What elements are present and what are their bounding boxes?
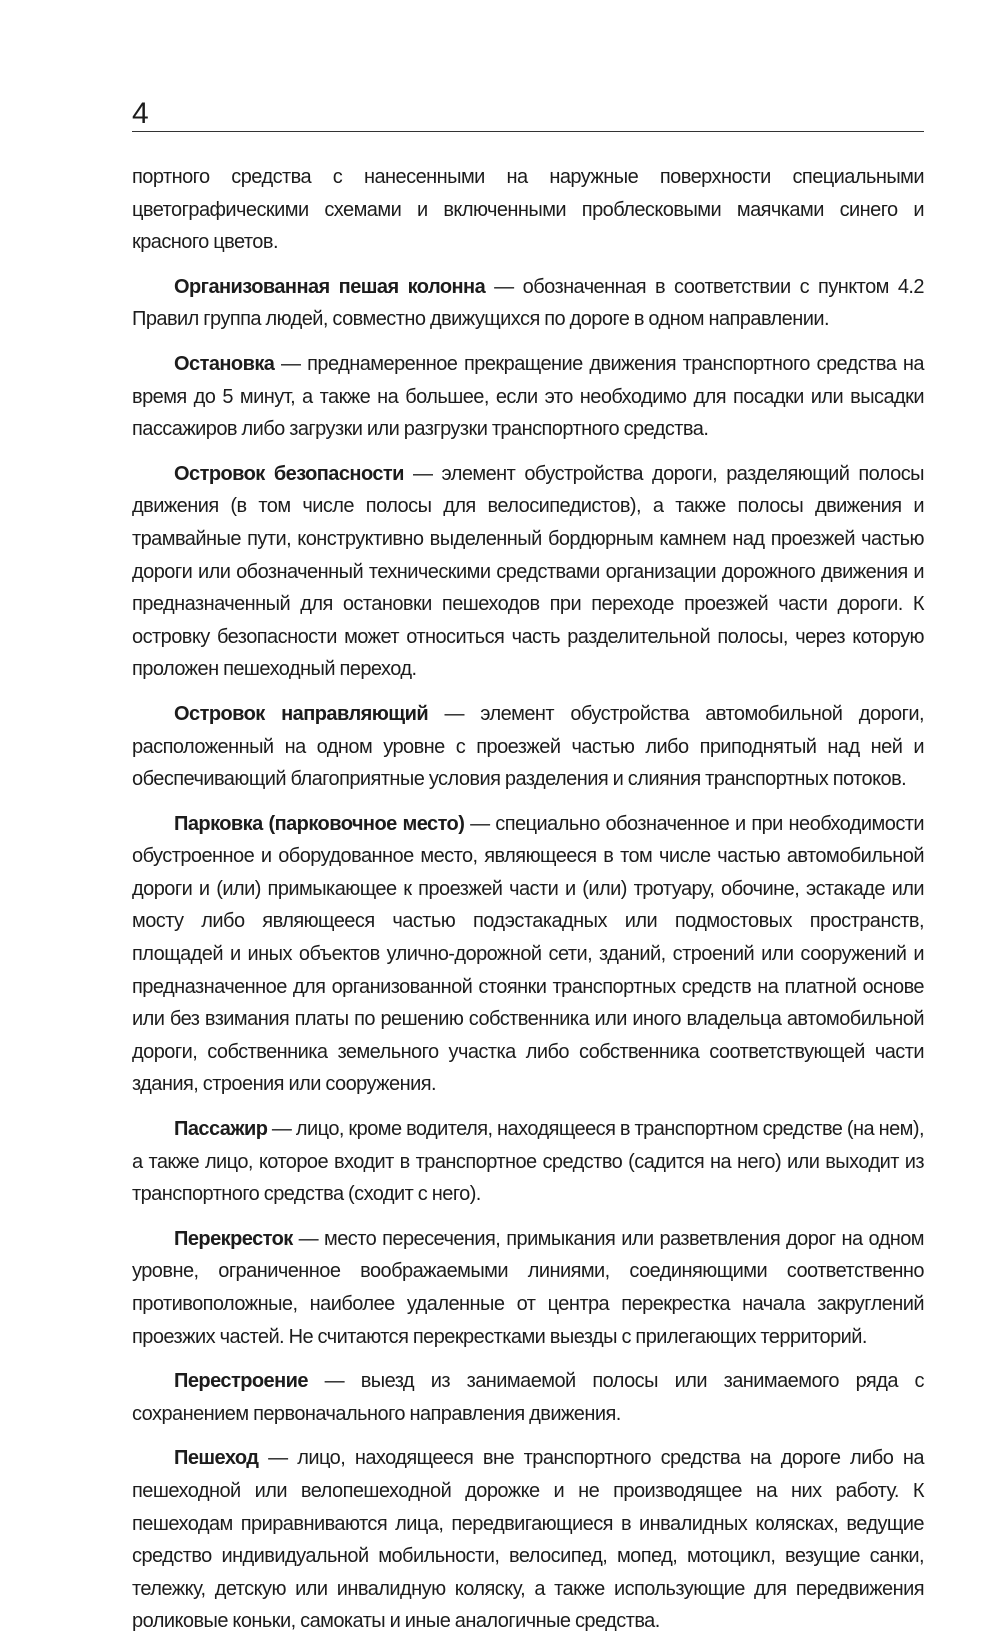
definition-text: — лицо, кроме водителя, находящееся в транспортном средстве (на нем), а также лицо, которое входит в транспортное средство (садится на него) или выходит из транспортного средства (сходит с него). (132, 1118, 924, 1206)
definition-term: Перекресток (174, 1227, 293, 1250)
definition-paragraph (132, 348, 924, 446)
header-rule (132, 131, 924, 132)
definition-paragraph (132, 808, 924, 1101)
definition-term: Организованная пешая колонна (174, 275, 486, 298)
definition-term: Перестроение (174, 1370, 308, 1393)
definition-term: Парковка (парковочное место) (174, 812, 465, 835)
definition-text: — элемент обустройства дороги, разделяющий полосы движения (в том числе полосы для велосипедистов), а также полосы движения и трамвайные пути, конструктивно выделенный бордюрным камнем над проезжей частью дороги или обозначенный техническими средствами организации дорожного движения и предназначенный для остановки пешеходов при переходе проезжей части дороги. К островку безопасности может относиться часть разделительной полосы, через которую проложен пешеходный переход. (132, 462, 924, 681)
definition-text: — лицо, находящееся вне транспортного средства на дороге либо на пешеходной или велопешеходной дорожке и не производящее на них работу. К пешеходам приравниваются лица, передвигающиеся в инвалидных колясках, ведущие средство индивидуальной мобильности, велосипед, мопед, мотоцикл, везущие санки, тележку, детскую или инвалидную коляску, а также использующие для передвижения роликовые коньки, самокаты и иные аналогичные средства. (132, 1447, 924, 1633)
definition-text: — обозначенная в соответствии с пунктом 4.2 Правил группа людей, совместно движущихся по дороге в одном направлении. (132, 275, 925, 331)
definition-text: портного средства с нанесенными на наружные поверхности специальными цветографическими схемами и включенными проблесковыми маячками синего и красного цветов. (132, 166, 924, 254)
page-number: 4 (132, 97, 149, 130)
definition-paragraph (132, 1442, 924, 1638)
definition-paragraph (132, 458, 924, 686)
definition-paragraph (132, 1223, 924, 1353)
definition-term: Пассажир (174, 1118, 268, 1141)
definition-text: — элемент обустройства автомобильной дороги, расположенный на одном уровне с проезжей частью либо приподнятый над ней и обеспечивающий благоприятные условия разделения и слияния транспортных потоков. (132, 702, 924, 791)
definition-term: Островок безопасности (174, 462, 404, 485)
definition-paragraph (132, 161, 924, 259)
definition-paragraph (132, 698, 924, 796)
definition-text: — специально обозначенное и при необходимости обустроенное и оборудованное место, являющееся в том числе частью автомобильной дороги и (или) примыкающее к проезжей части и (или) тротуару, обочине, эстакаде или мосту либо являющееся частью подэстакадных или подмостовых пространств, площадей и иных объектов улично-дорожной сети, зданий, строений или сооружений и предназначенное для организованной стоянки транспортных средств на платной основе или без взимания платы по решению собственника или иного владельца автомобильной дороги, собственника земельного участка либо собственника соответствующей части здания, строения или сооружения. (132, 812, 924, 1096)
definition-paragraph (132, 271, 924, 336)
definition-text: — преднамеренное прекращение движения транспортного средства на время до 5 минут, а также на большее, если это необходимо для посадки или высадки пассажиров либо загрузки или разгрузки транспортного средства. (132, 352, 924, 441)
definition-term: Пешеход (174, 1447, 259, 1470)
definition-text: — место пересечения, примыкания или разветвления дорог на одном уровне, ограниченное воображаемыми линиями, соединяющими соответственно противоположные, наиболее удаленные от центра перекрестка начала закруглений проезжих частей. Не считаются перекрестками выезды с прилегающих территорий. (132, 1227, 924, 1348)
definition-text: — выезд из занимаемой полосы или занимаемого ряда с сохранением первоначального направления движения. (132, 1370, 924, 1425)
definition-term: Остановка (174, 352, 275, 375)
definition-term: Островок направляющий (174, 702, 429, 725)
definition-paragraph (132, 1113, 924, 1211)
page-body (132, 161, 924, 1650)
definition-paragraph (132, 1365, 924, 1430)
